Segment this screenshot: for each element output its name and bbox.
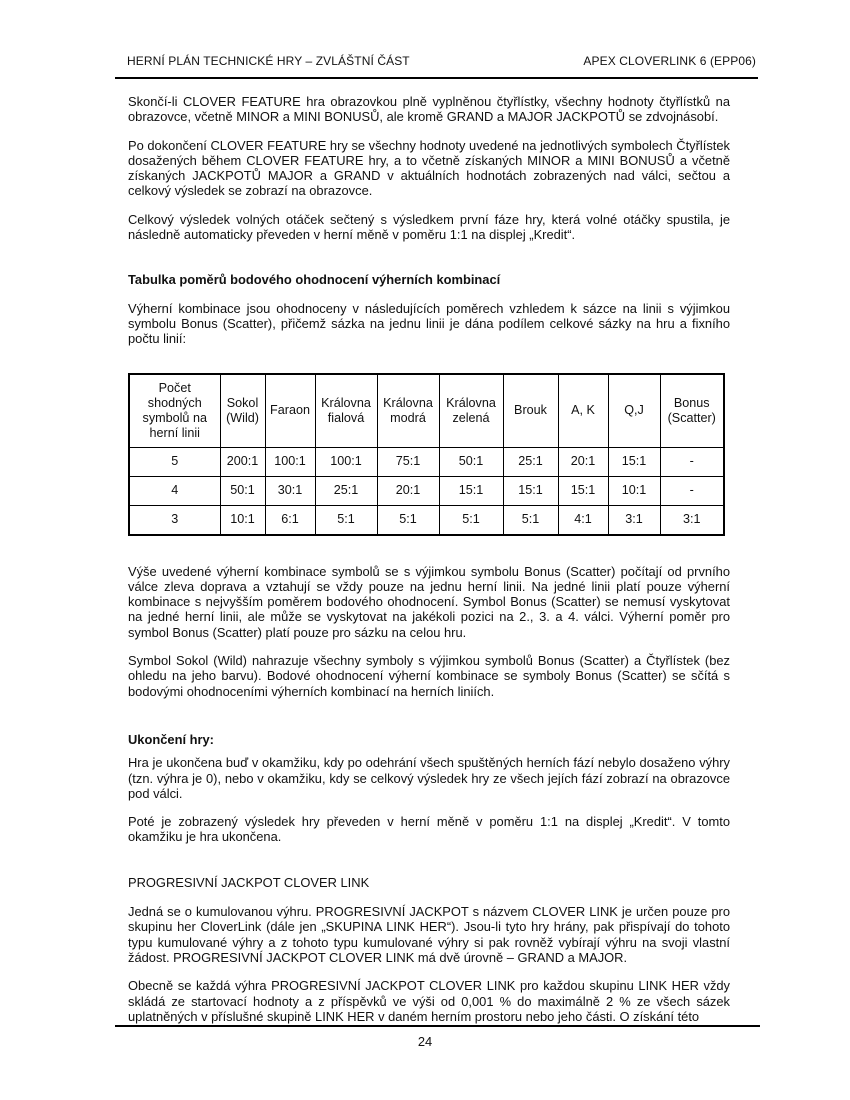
table-cell: 30:1 [265, 476, 315, 505]
header-left-title: HERNÍ PLÁN TECHNICKÉ HRY – ZVLÁŠTNÍ ČÁST [127, 54, 410, 68]
table-cell: 200:1 [220, 447, 265, 476]
table-cell: 50:1 [439, 447, 503, 476]
col-header-sokol-wild: Sokol (Wild) [220, 374, 265, 448]
table-cell: 100:1 [315, 447, 377, 476]
table-cell: 15:1 [558, 476, 608, 505]
col-header-symbol-count: Počet shodných symbolů na herní linii [129, 374, 220, 448]
table-cell: 25:1 [315, 476, 377, 505]
header-right-title: APEX CLOVERLINK 6 (EPP06) [583, 54, 756, 68]
table-cell: 15:1 [503, 476, 558, 505]
table-cell: - [660, 447, 724, 476]
paragraph-jackpot-description: Jedná se o kumulovanou výhru. PROGRESIVNÍ JACKPOT s názvem CLOVER LINK je určen pouze pro skupinu her CloverLink (dále jen „SKUPINA LINK HER“). Jsou-li tyto hry hrány, pak přispívají do tohoto typu kumulované výhry a z tohoto typu kumulované výhry si pak rovněž vybírají výhru na svoji vlastní žádost. PROGRESIVNÍ JACKPOT CLOVER LINK má dvě úrovně – GRAND a MAJOR. [128, 904, 730, 965]
table-row [129, 447, 724, 476]
paragraph-jackpot-contributions: Obecně se každá výhra PROGRESIVNÍ JACKPOT CLOVER LINK pro každou skupinu LINK HER vždy skládá ze startovací hodnoty a z příspěvků ve výši od 0,001 % do maximálně 2 % ze všech sázek uplatněných v příslušné skupině LINK HER v daném herním prostoru nebo jeho části. O získání této [128, 978, 730, 1024]
table-cell: 25:1 [503, 447, 558, 476]
table-header-row [129, 374, 724, 448]
table-cell: 5 [129, 447, 220, 476]
payout-ratios-table [128, 373, 725, 536]
paragraph-game-end-condition: Hra je ukončena buď v okamžiku, kdy po odehrání všech spuštěných herních fází nebylo dosaženo výhry (tzn. výhra je 0), nebo v okamžiku, kdy se celkový výsledek hry ze všech jejích fází zobrazí na obrazovce pod válci. [128, 755, 730, 801]
table-row [129, 476, 724, 505]
paragraph-ratios-intro: Výherní kombinace jsou ohodnoceny v následujících poměrech vzhledem k sázce na linii s výjimkou symbolu Bonus (Scatter), přičemž sázka na jednu linii je dána podílem celkové sázky na hru a fixního počtu linií: [128, 300, 730, 347]
paragraph-game-end-credit: Poté je zobrazený výsledek hry převeden v herní měně v poměru 1:1 na displej „Kredit“. V tomto okamžiku je hra ukončena. [128, 814, 730, 845]
table-cell: 5:1 [315, 505, 377, 535]
game-end-heading: Ukončení hry: [128, 731, 214, 747]
page-content [128, 94, 730, 1037]
table-cell: 3:1 [660, 505, 724, 535]
col-header-kralovna-fialova: Královna fialová [315, 374, 377, 448]
paragraph-free-spins-credit: Celkový výsledek volných otáček sečtený s výsledkem první fáze hry, která volné otáčky spustila, je následně automaticky převeden v herní měně v poměru 1:1 na displej „Kredit“. [128, 211, 730, 243]
footer-divider [115, 1025, 760, 1027]
paragraph-table-note-combinations: Výše uvedené výherní kombinace symbolů se s výjimkou symbolu Bonus (Scatter) počítají od prvního válce zleva doprava a vztahují se vždy pouze na jednu herní linii. Na jedné linii platí pouze výherní kombinace s nejvyšším poměrem bodového ohodnocení. Symbol Bonus (Scatter) se nemusí vyskytovat na jedné herní linii, ale může se vyskytovat na jakékoli pozici na 2., 3. a 4. válci. Výherní poměr pro symbol Bonus (Scatter) platí pouze pro sázku na celou hru. [128, 563, 730, 640]
col-header-bonus-scatter: Bonus (Scatter) [660, 374, 724, 448]
table-row [129, 505, 724, 535]
table-cell: 15:1 [608, 447, 660, 476]
table-cell: 3 [129, 505, 220, 535]
table-cell: 5:1 [503, 505, 558, 535]
ratios-table-heading: Tabulka poměrů bodového ohodnocení výherních kombinací [128, 272, 501, 288]
col-header-brouk: Brouk [503, 374, 558, 448]
table-cell: 10:1 [220, 505, 265, 535]
col-header-kralovna-modra: Královna modrá [377, 374, 439, 448]
page-number: 24 [417, 1034, 433, 1049]
table-cell: 5:1 [439, 505, 503, 535]
table-cell: 3:1 [608, 505, 660, 535]
table-cell: 100:1 [265, 447, 315, 476]
table-cell: 20:1 [558, 447, 608, 476]
table-cell: 20:1 [377, 476, 439, 505]
col-header-a-k: A, K [558, 374, 608, 448]
table-cell: 4 [129, 476, 220, 505]
paragraph-clover-feature-double: Skončí-li CLOVER FEATURE hra obrazovkou plně vyplněnou čtyřlístky, všechny hodnoty čtyřlístků na obrazovce, včetně MINOR a MINI BONUSŮ, ale kromě GRAND a MAJOR JACKPOTŮ se zdvojnásobí. [128, 94, 730, 125]
table-cell: 6:1 [265, 505, 315, 535]
table-cell: 15:1 [439, 476, 503, 505]
col-header-kralovna-zelena: Královna zelená [439, 374, 503, 448]
table-cell: 5:1 [377, 505, 439, 535]
paragraph-table-note-wild: Symbol Sokol (Wild) nahrazuje všechny symboly s výjimkou symbolů Bonus (Scatter) a Čtyřlístek (bez ohledu na jeho barvu). Bodové ohodnocení výherní kombinace se symboly Bonus (Scatter) se sčítá s bodovými ohodnoceními výherních kombinací na herních liniích. [128, 653, 730, 699]
page-header [115, 54, 758, 79]
table-cell: - [660, 476, 724, 505]
col-header-q-j: Q,J [608, 374, 660, 448]
table-cell: 4:1 [558, 505, 608, 535]
col-header-faraon: Faraon [265, 374, 315, 448]
table-cell: 50:1 [220, 476, 265, 505]
paragraph-clover-feature-sum: Po dokončení CLOVER FEATURE hry se všechny hodnoty uvedené na jednotlivých symbolech Čtyřlístek dosažených během CLOVER FEATURE hry, a to včetně získaných MINOR a MINI BONUSŮ a včetně získaných JACKPOTŮ MAJOR a GRAND v aktuálních hodnotách zobrazených nad válci, sečtou a celkový výsledek se zobrazí na obrazovce. [128, 137, 730, 199]
progressive-jackpot-heading: PROGRESIVNÍ JACKPOT CLOVER LINK [128, 874, 370, 890]
table-cell: 75:1 [377, 447, 439, 476]
table-cell: 10:1 [608, 476, 660, 505]
